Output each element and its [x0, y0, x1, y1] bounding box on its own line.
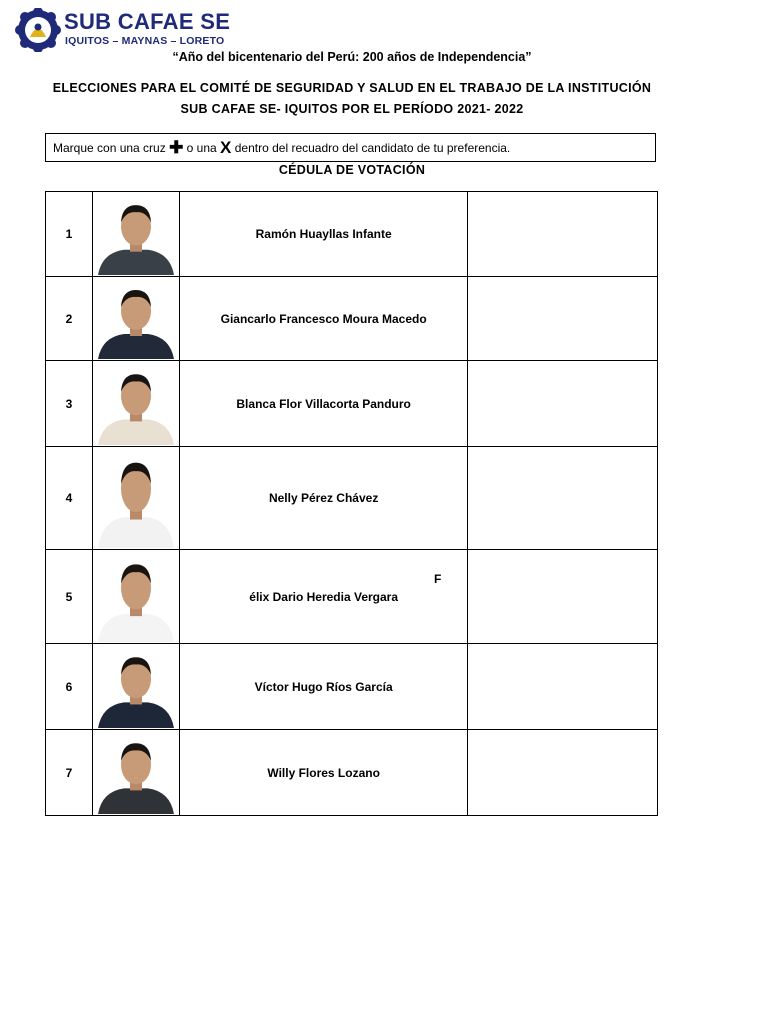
ballot-title: CÉDULA DE VOTACIÓN — [278, 163, 426, 177]
vote-box[interactable] — [468, 550, 658, 644]
instruction-box — [45, 133, 656, 162]
candidate-row — [46, 730, 658, 816]
candidate-name: Blanca Flor Villacorta Panduro — [236, 396, 411, 411]
vote-box[interactable] — [468, 192, 658, 277]
candidate-number: 3 — [46, 361, 93, 447]
vote-box[interactable] — [468, 644, 658, 730]
candidate-name: élix Dario Heredia Vergara — [249, 589, 399, 604]
candidate-number: 7 — [46, 730, 93, 816]
candidate-photo — [94, 552, 178, 642]
candidate-row — [46, 447, 658, 550]
vote-box[interactable] — [468, 447, 658, 550]
candidate-photo — [94, 363, 178, 445]
logo-emblem-icon — [15, 8, 61, 52]
candidate-name: Willy Flores Lozano — [267, 765, 380, 780]
instruction-text: dentro del recuadro del candidato de tu preferencia. — [234, 141, 511, 155]
candidate-name: Nelly Pérez Chávez — [268, 491, 379, 505]
stray-letter: F — [434, 572, 442, 586]
vote-box[interactable] — [468, 730, 658, 816]
logo — [15, 8, 231, 52]
heading-line-1: ELECCIONES PARA EL COMITÉ DE SEGURIDAD Y SALUD EN EL TRABAJO DE LA INSTITUCIÓN — [52, 81, 652, 95]
candidate-photo — [94, 732, 178, 814]
cross-symbol: ✚ — [169, 138, 184, 157]
candidate-photo — [94, 194, 178, 275]
candidate-number: 4 — [46, 447, 93, 550]
candidate-row — [46, 644, 658, 730]
ballot-table — [45, 191, 658, 816]
vote-box[interactable] — [468, 277, 658, 361]
candidate-name: Víctor Hugo Ríos García — [254, 679, 393, 694]
candidate-photo — [94, 279, 178, 359]
candidate-photo — [94, 449, 178, 548]
candidate-name: Ramón Huayllas Infante — [255, 227, 392, 241]
candidate-row — [46, 361, 658, 447]
candidate-number: 6 — [46, 644, 93, 730]
x-symbol: X — [220, 138, 232, 157]
candidate-number: 2 — [46, 277, 93, 361]
instruction-text: Marque con una cruz — [53, 141, 166, 155]
candidate-row — [46, 550, 658, 644]
heading-line-2: SUB CAFAE SE- IQUITOS POR EL PERÍODO 2021- 2022 — [180, 102, 524, 116]
logo-title: SUB CAFAE SE — [64, 9, 231, 34]
vote-box[interactable] — [468, 361, 658, 447]
candidate-row — [46, 277, 658, 361]
candidate-number: 5 — [46, 550, 93, 644]
motto: “Año del bicentenario del Perú: 200 años de Independencia” — [172, 50, 532, 64]
instruction-text: o una — [186, 141, 217, 155]
candidate-photo — [94, 646, 178, 728]
candidate-row — [46, 192, 658, 277]
logo-subtitle: IQUITOS – MAYNAS – LORETO — [65, 35, 225, 47]
candidate-name: Giancarlo Francesco Moura Macedo — [220, 311, 427, 326]
candidate-number: 1 — [46, 192, 93, 277]
